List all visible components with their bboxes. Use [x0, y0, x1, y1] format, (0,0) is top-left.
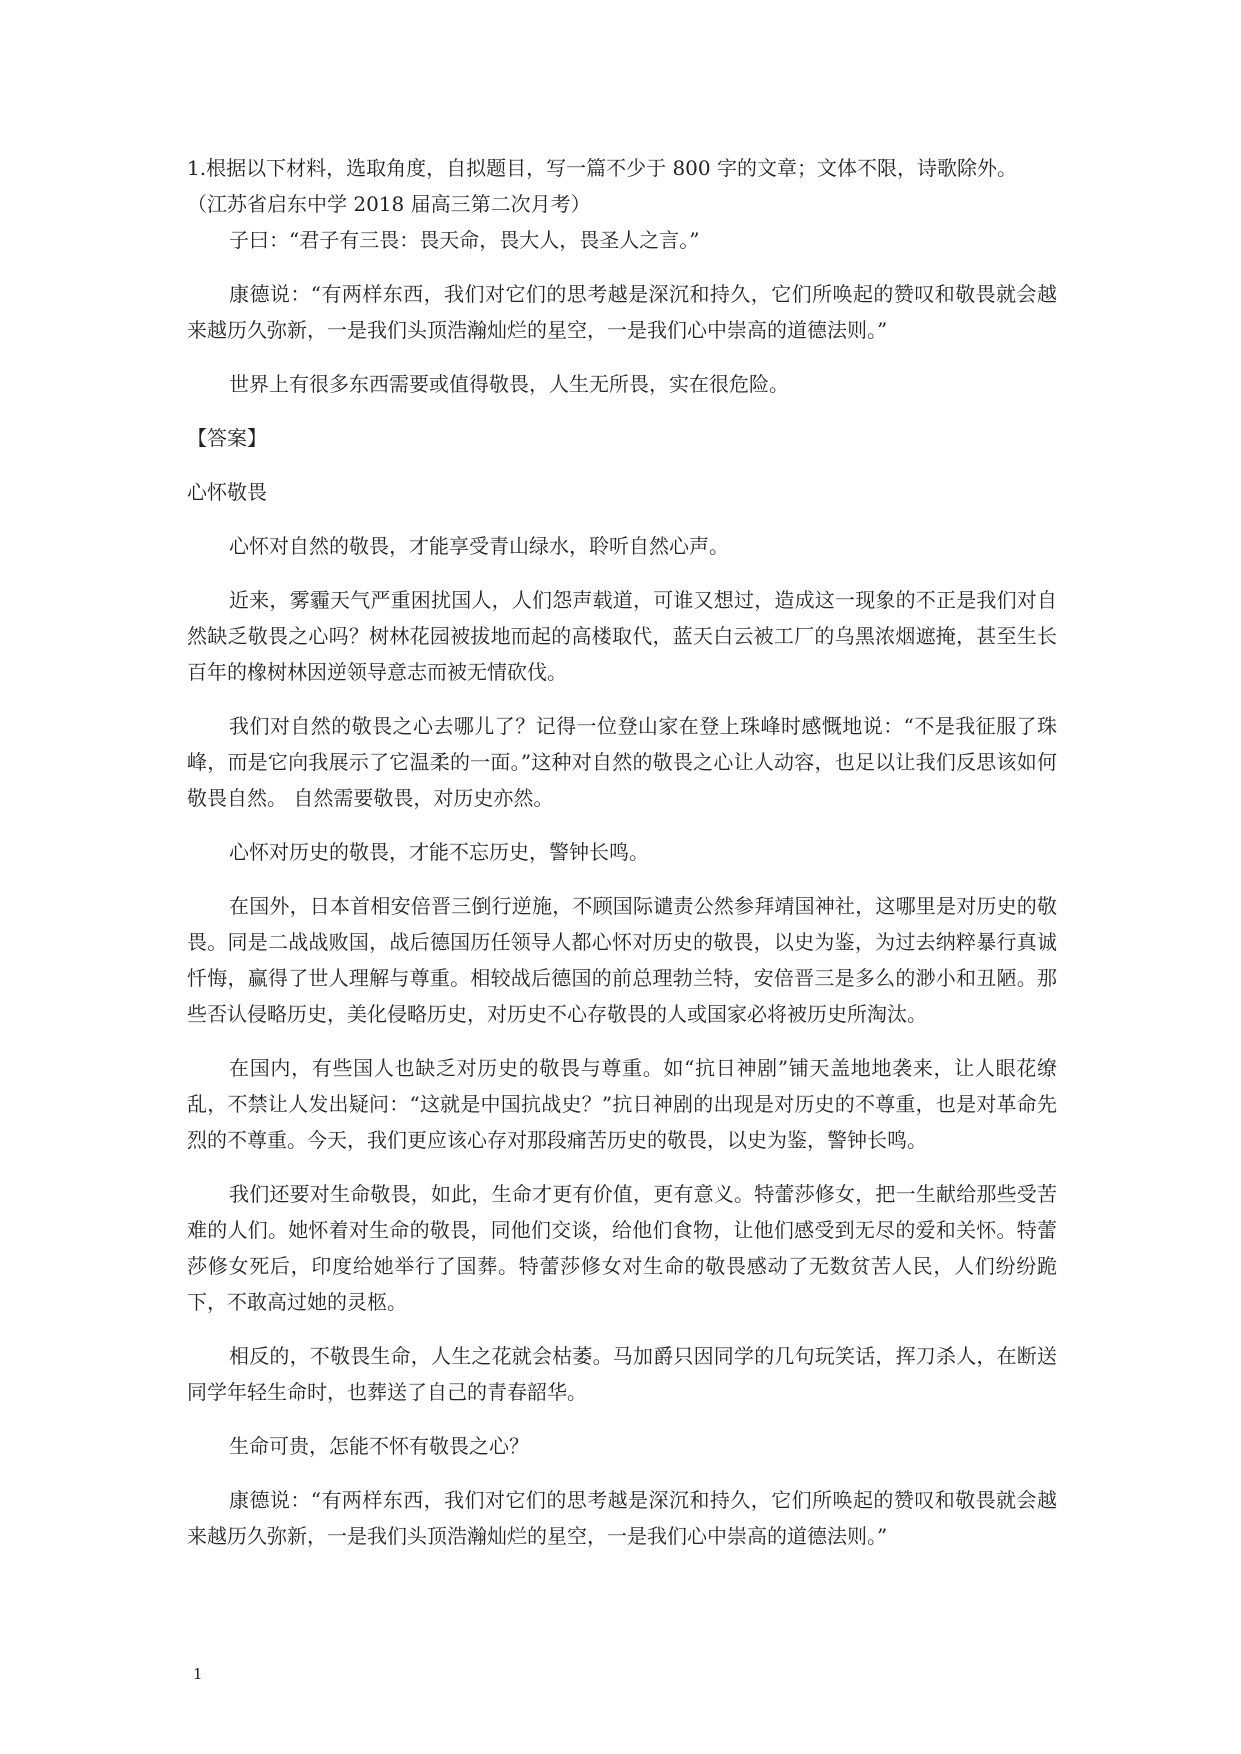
essay-paragraph: 相反的，不敬畏生命，人生之花就会枯萎。马加爵只因同学的几句玩笑话，挥刀杀人，在断送同学年轻生命时，也葬送了自己的青春韶华。	[187, 1344, 1057, 1404]
essay-paragraph: 近来，雾霾天气严重困扰国人，人们怨声载道，可谁又想过，造成这一现象的不正是我们对自然缺乏敬畏之心吗？树林花园被拔地而起的高楼取代，蓝天白云被工厂的乌黑浓烟遮掩，甚至生长百年的橡树林因逆领导意志而被无情砍伐。	[187, 588, 1057, 684]
material-statement: 世界上有很多东西需要或值得敬畏，人生无所畏，实在很危险。	[229, 372, 789, 396]
answer-label: 【答案】	[187, 426, 267, 450]
essay-paragraph: 我们对自然的敬畏之心去哪儿了？记得一位登山家在登上珠峰时感慨地说：“不是我征服了珠峰，而是它向我展示了它温柔的一面。”这种对自然的敬畏之心让人动容，也足以让我们反思该如何敬畏自然。 自然需要敬畏，对历史亦然。	[187, 714, 1057, 810]
essay-paragraph: 在国内，有些国人也缺乏对历史的敬畏与尊重。如“抗日神剧”铺天盖地地袭来，让人眼花缭乱，不禁让人发出疑问：“这就是中国抗战史？”抗日神剧的出现是对历史的不尊重，也是对革命先烈的不尊重。今天，我们更应该心存对那段痛苦历史的敬畏，以史为鉴，警钟长鸣。	[187, 1056, 1057, 1152]
material-quote-confucius: 子曰：“君子有三畏：畏天命，畏大人，畏圣人之言。”	[229, 228, 700, 252]
essay-paragraph: 康德说：“有两样东西，我们对它们的思考越是深沉和持久，它们所唤起的赞叹和敬畏就会越来越历久弥新，一是我们头顶浩瀚灿烂的星空，一是我们心中崇高的道德法则。”	[187, 1488, 1057, 1548]
essay-paragraph: 我们还要对生命敬畏，如此，生命才更有价值，更有意义。特蕾莎修女，把一生献给那些受苦难的人们。她怀着对生命的敬畏，同他们交谈，给他们食物，让他们感受到无尽的爱和关怀。特蕾莎修女死后，印度给她举行了国葬。特蕾莎修女对生命的敬畏感动了无数贫苦人民，人们纷纷跪下，不敢高过她的灵柩。	[187, 1182, 1057, 1314]
question-source: （江苏省启东中学 2018 届高三第二次月考）	[187, 192, 591, 216]
essay-paragraph: 在国外，日本首相安倍晋三倒行逆施，不顾国际谴责公然参拜靖国神社，这哪里是对历史的敬畏。同是二战战败国，战后德国历任领导人都心怀对历史的敬畏，以史为鉴，为过去纳粹暴行真诚忏悔，赢得了世人理解与尊重。相较战后德国的前总理勃兰特，安倍晋三是多么的渺小和丑陋。那些否认侵略历史，美化侵略历史，对历史不心存敬畏的人或国家必将被历史所淘汰。	[187, 894, 1057, 1026]
essay-title: 心怀敬畏	[187, 480, 267, 504]
question-prompt: 1.根据以下材料，选取角度，自拟题目，写一篇不少于 800 字的文章；文体不限，诗歌除外。	[187, 156, 1017, 180]
page-number: 1	[193, 1665, 203, 1683]
essay-paragraph: 心怀对自然的敬畏，才能享受青山绿水，聆听自然心声。	[229, 534, 729, 558]
essay-paragraph: 生命可贵，怎能不怀有敬畏之心？	[229, 1434, 529, 1458]
essay-paragraph: 心怀对历史的敬畏，才能不忘历史，警钟长鸣。	[229, 840, 649, 864]
material-quote-kant: 康德说：“有两样东西，我们对它们的思考越是深沉和持久，它们所唤起的赞叹和敬畏就会越来越历久弥新，一是我们头顶浩瀚灿烂的星空，一是我们心中崇高的道德法则。”	[187, 282, 1057, 342]
document-body	[187, 150, 1057, 1572]
